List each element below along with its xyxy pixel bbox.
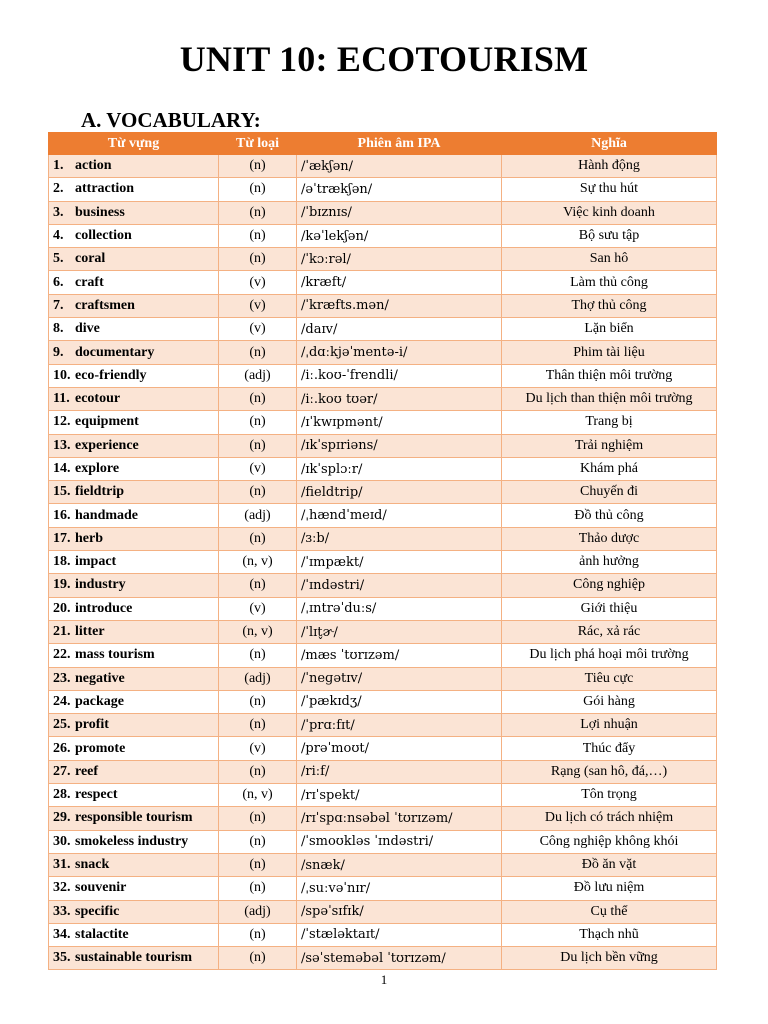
word-type-cell: (n) bbox=[219, 155, 297, 178]
meaning-cell: Làm thủ công bbox=[502, 271, 717, 294]
vocab-word: craftsmen bbox=[75, 297, 135, 313]
row-number: 21. bbox=[53, 624, 71, 640]
vocab-word: souvenir bbox=[75, 880, 127, 896]
ipa-cell: /daɪv/ bbox=[297, 318, 502, 341]
ipa-cell: /kræft/ bbox=[297, 271, 502, 294]
table-row bbox=[49, 644, 717, 667]
meaning-cell: San hô bbox=[502, 248, 717, 271]
page-number: 1 bbox=[380, 972, 388, 987]
vocab-word: dive bbox=[75, 321, 100, 337]
word-type-cell: (adj) bbox=[219, 504, 297, 527]
vocab-word: equipment bbox=[75, 414, 139, 430]
row-number: 4. bbox=[53, 228, 64, 244]
word-type-cell: (n) bbox=[219, 481, 297, 504]
meaning-cell: ảnh hưởng bbox=[502, 551, 717, 574]
table-row bbox=[49, 271, 717, 294]
ipa-cell: /ˈneɡətɪv/ bbox=[297, 667, 502, 690]
column-header-word-type: Từ loại bbox=[219, 133, 297, 155]
section-heading: A. VOCABULARY: bbox=[81, 108, 261, 132]
table-row bbox=[49, 620, 717, 643]
word-type-cell: (adj) bbox=[219, 364, 297, 387]
table-row bbox=[49, 830, 717, 853]
vocab-word-cell bbox=[49, 947, 219, 970]
ipa-cell: /ˈprɑːfɪt/ bbox=[297, 714, 502, 737]
vocab-word-cell bbox=[49, 784, 219, 807]
vocab-word-cell bbox=[49, 224, 219, 247]
table-row bbox=[49, 597, 717, 620]
table-row bbox=[49, 947, 717, 970]
table-row bbox=[49, 411, 717, 434]
table-row bbox=[49, 504, 717, 527]
vocab-word: experience bbox=[75, 437, 139, 453]
vocab-word-cell bbox=[49, 620, 219, 643]
column-header-ipa: Phiên âm IPA bbox=[297, 133, 502, 155]
column-header-meaning: Nghĩa bbox=[502, 133, 717, 155]
row-number: 9. bbox=[53, 344, 64, 360]
meaning-cell: Chuyến đi bbox=[502, 481, 717, 504]
row-number: 16. bbox=[53, 507, 71, 523]
word-type-cell: (adj) bbox=[219, 667, 297, 690]
meaning-cell: Sự thu hút bbox=[502, 178, 717, 201]
word-type-cell: (v) bbox=[219, 737, 297, 760]
table-row bbox=[49, 155, 717, 178]
vocab-word: introduce bbox=[75, 600, 133, 616]
row-number: 14. bbox=[53, 461, 71, 476]
ipa-cell: /ɪˈkwɪpmənt/ bbox=[297, 411, 502, 434]
vocab-word-cell bbox=[49, 178, 219, 201]
meaning-cell: Thảo dược bbox=[502, 527, 717, 550]
table-row bbox=[49, 294, 717, 317]
word-type-cell: (n) bbox=[219, 760, 297, 783]
meaning-cell: Du lịch than thiện môi trường bbox=[502, 387, 717, 410]
vocab-word-cell bbox=[49, 574, 219, 597]
vocab-word-cell bbox=[49, 551, 219, 574]
vocab-word-cell bbox=[49, 644, 219, 667]
row-number: 28. bbox=[53, 787, 71, 803]
word-type-cell: (n) bbox=[219, 947, 297, 970]
row-number: 11. bbox=[53, 391, 70, 407]
word-type-cell: (v) bbox=[219, 271, 297, 294]
vocab-word-cell bbox=[49, 341, 219, 364]
row-number: 35. bbox=[53, 950, 71, 966]
ipa-cell: /ˈbɪznɪs/ bbox=[297, 201, 502, 224]
meaning-cell: Đồ thủ công bbox=[502, 504, 717, 527]
word-type-cell: (v) bbox=[219, 294, 297, 317]
meaning-cell: Giới thiệu bbox=[502, 597, 717, 620]
ipa-cell: /ˌdɑːkjəˈmentə-i/ bbox=[297, 341, 502, 364]
vocab-word-cell bbox=[49, 248, 219, 271]
row-number: 1. bbox=[53, 158, 64, 174]
word-type-cell: (v) bbox=[219, 318, 297, 341]
row-number: 20. bbox=[53, 600, 71, 616]
row-number: 26. bbox=[53, 740, 71, 756]
meaning-cell: Rạng (san hô, đá,…) bbox=[502, 760, 717, 783]
vocab-word-cell bbox=[49, 364, 219, 387]
meaning-cell: Đồ lưu niệm bbox=[502, 877, 717, 900]
row-number: 24. bbox=[53, 693, 71, 709]
table-row bbox=[49, 807, 717, 830]
vocab-word: coral bbox=[75, 251, 106, 267]
meaning-cell: Trang bị bbox=[502, 411, 717, 434]
meaning-cell: Việc kinh doanh bbox=[502, 201, 717, 224]
table-row bbox=[49, 900, 717, 923]
vocab-word: specific bbox=[75, 903, 120, 919]
word-type-cell: (n) bbox=[219, 411, 297, 434]
word-type-cell: (v) bbox=[219, 597, 297, 620]
ipa-cell: /ɪkˈsplɔːr/ bbox=[297, 457, 502, 480]
vocab-word-cell bbox=[49, 667, 219, 690]
vocab-word: stalactite bbox=[75, 926, 129, 942]
row-number: 19. bbox=[53, 577, 71, 593]
vocab-word-cell bbox=[49, 807, 219, 830]
table-row bbox=[49, 457, 717, 480]
vocab-word: industry bbox=[75, 577, 126, 593]
vocab-word: explore bbox=[75, 461, 120, 476]
vocab-word: eco-friendly bbox=[75, 367, 147, 383]
ipa-cell: /rɪˈspɑːnsəbəl ˈtʊrɪzəm/ bbox=[297, 807, 502, 830]
meaning-cell: Gói hàng bbox=[502, 690, 717, 713]
vocab-word: ecotour bbox=[75, 391, 121, 407]
word-type-cell: (n) bbox=[219, 201, 297, 224]
vocab-word-cell bbox=[49, 271, 219, 294]
table-row bbox=[49, 737, 717, 760]
ipa-cell: /ˈkræfts.mən/ bbox=[297, 294, 502, 317]
row-number: 31. bbox=[53, 857, 71, 873]
meaning-cell: Đồ ăn vặt bbox=[502, 853, 717, 876]
word-type-cell: (n) bbox=[219, 690, 297, 713]
meaning-cell: Thúc đẩy bbox=[502, 737, 717, 760]
table-row bbox=[49, 551, 717, 574]
vocab-word: respect bbox=[75, 787, 118, 803]
vocab-word-cell bbox=[49, 318, 219, 341]
word-type-cell: (n) bbox=[219, 644, 297, 667]
vocab-word-cell bbox=[49, 387, 219, 410]
meaning-cell: Tiêu cực bbox=[502, 667, 717, 690]
vocab-word-cell bbox=[49, 481, 219, 504]
ipa-cell: /ˈkɔːrəl/ bbox=[297, 248, 502, 271]
meaning-cell: Du lịch có trách nhiệm bbox=[502, 807, 717, 830]
word-type-cell: (n) bbox=[219, 527, 297, 550]
row-number: 27. bbox=[53, 763, 71, 779]
row-number: 32. bbox=[53, 880, 71, 896]
vocab-word-cell bbox=[49, 504, 219, 527]
vocab-word: snack bbox=[75, 857, 110, 873]
vocab-word-cell bbox=[49, 155, 219, 178]
vocab-word-cell bbox=[49, 690, 219, 713]
table-header-row bbox=[49, 133, 717, 155]
ipa-cell: /fieldtrip/ bbox=[297, 481, 502, 504]
ipa-cell: /iː.koʊ tʊər/ bbox=[297, 387, 502, 410]
row-number: 7. bbox=[53, 297, 64, 313]
row-number: 10. bbox=[53, 367, 71, 383]
ipa-cell: /ˌsuːvəˈnɪr/ bbox=[297, 877, 502, 900]
vocab-word-cell bbox=[49, 294, 219, 317]
ipa-cell: /riːf/ bbox=[297, 760, 502, 783]
meaning-cell: Hành động bbox=[502, 155, 717, 178]
vocab-word: business bbox=[75, 204, 125, 220]
meaning-cell: Công nghiệp không khói bbox=[502, 830, 717, 853]
row-number: 13. bbox=[53, 437, 71, 453]
table-row bbox=[49, 341, 717, 364]
word-type-cell: (n) bbox=[219, 574, 297, 597]
ipa-cell: /ˈɪmpækt/ bbox=[297, 551, 502, 574]
meaning-cell: Thợ thủ công bbox=[502, 294, 717, 317]
ipa-cell: /ˈlɪt̬ɚ/ bbox=[297, 620, 502, 643]
vocab-word-cell bbox=[49, 597, 219, 620]
vocabulary-table bbox=[48, 132, 717, 970]
table-row bbox=[49, 318, 717, 341]
row-number: 17. bbox=[53, 530, 71, 546]
row-number: 2. bbox=[53, 181, 64, 197]
word-type-cell: (n) bbox=[219, 248, 297, 271]
vocab-word-cell bbox=[49, 760, 219, 783]
word-type-cell: (v) bbox=[219, 457, 297, 480]
ipa-cell: /ˌhændˈmeɪd/ bbox=[297, 504, 502, 527]
vocab-word: documentary bbox=[75, 344, 155, 360]
ipa-cell: /mæs ˈtʊrɪzəm/ bbox=[297, 644, 502, 667]
vocab-word-cell bbox=[49, 830, 219, 853]
row-number: 12. bbox=[53, 414, 71, 430]
vocab-word: craft bbox=[75, 274, 104, 290]
meaning-cell: Tôn trọng bbox=[502, 784, 717, 807]
meaning-cell: Cụ thể bbox=[502, 900, 717, 923]
vocab-word: sustainable tourism bbox=[75, 950, 193, 966]
word-type-cell: (n) bbox=[219, 807, 297, 830]
meaning-cell: Khám phá bbox=[502, 457, 717, 480]
vocab-word: smokeless industry bbox=[75, 833, 189, 849]
vocab-word-cell bbox=[49, 201, 219, 224]
row-number: 34. bbox=[53, 926, 71, 942]
vocab-word-cell bbox=[49, 853, 219, 876]
table-row bbox=[49, 923, 717, 946]
vocab-word-cell bbox=[49, 877, 219, 900]
row-number: 8. bbox=[53, 321, 64, 337]
meaning-cell: Phim tài liệu bbox=[502, 341, 717, 364]
word-type-cell: (n, v) bbox=[219, 620, 297, 643]
word-type-cell: (n) bbox=[219, 387, 297, 410]
table-row bbox=[49, 853, 717, 876]
vocab-word: action bbox=[75, 158, 112, 174]
vocab-word-cell bbox=[49, 900, 219, 923]
table-row bbox=[49, 760, 717, 783]
vocab-word-cell bbox=[49, 714, 219, 737]
ipa-cell: /ˈstæləktaɪt/ bbox=[297, 923, 502, 946]
ipa-cell: /səˈsteməbəl ˈtʊrɪzəm/ bbox=[297, 947, 502, 970]
word-type-cell: (n) bbox=[219, 877, 297, 900]
ipa-cell: /kəˈlekʃən/ bbox=[297, 224, 502, 247]
table-row bbox=[49, 434, 717, 457]
table-row bbox=[49, 201, 717, 224]
vocab-word: profit bbox=[75, 717, 109, 733]
row-number: 6. bbox=[53, 274, 64, 290]
table-row bbox=[49, 667, 717, 690]
vocab-word: negative bbox=[75, 670, 125, 686]
row-number: 25. bbox=[53, 717, 71, 733]
word-type-cell: (adj) bbox=[219, 900, 297, 923]
meaning-cell: Rác, xả rác bbox=[502, 620, 717, 643]
table-row bbox=[49, 527, 717, 550]
ipa-cell: /iː.koʊ-ˈfrendli/ bbox=[297, 364, 502, 387]
word-type-cell: (n) bbox=[219, 341, 297, 364]
table-row bbox=[49, 178, 717, 201]
ipa-cell: /ɪkˈspɪriəns/ bbox=[297, 434, 502, 457]
table-row bbox=[49, 784, 717, 807]
vocab-word-cell bbox=[49, 737, 219, 760]
vocab-word: litter bbox=[75, 624, 105, 640]
vocab-word: mass tourism bbox=[75, 647, 155, 663]
table-row bbox=[49, 364, 717, 387]
vocab-word: impact bbox=[75, 554, 117, 570]
table-row bbox=[49, 387, 717, 410]
table-row bbox=[49, 690, 717, 713]
row-number: 22. bbox=[53, 647, 71, 663]
ipa-cell: /əˈtrækʃən/ bbox=[297, 178, 502, 201]
page-title: UNIT 10: ECOTOURISM bbox=[179, 39, 589, 79]
word-type-cell: (n, v) bbox=[219, 551, 297, 574]
table-row bbox=[49, 714, 717, 737]
vocab-word-cell bbox=[49, 527, 219, 550]
row-number: 23. bbox=[53, 670, 71, 686]
vocab-word: herb bbox=[75, 530, 103, 546]
word-type-cell: (n) bbox=[219, 853, 297, 876]
meaning-cell: Thân thiện môi trường bbox=[502, 364, 717, 387]
ipa-cell: /prəˈmoʊt/ bbox=[297, 737, 502, 760]
meaning-cell: Trải nghiệm bbox=[502, 434, 717, 457]
ipa-cell: /spəˈsɪfɪk/ bbox=[297, 900, 502, 923]
meaning-cell: Lặn biển bbox=[502, 318, 717, 341]
word-type-cell: (n) bbox=[219, 714, 297, 737]
row-number: 5. bbox=[53, 251, 64, 267]
vocab-word: promote bbox=[75, 740, 126, 756]
word-type-cell: (n) bbox=[219, 923, 297, 946]
vocab-word-cell bbox=[49, 411, 219, 434]
row-number: 30. bbox=[53, 833, 71, 849]
table-row bbox=[49, 248, 717, 271]
row-number: 3. bbox=[53, 204, 64, 220]
vocab-word: collection bbox=[75, 228, 132, 244]
ipa-cell: /ˈpækɪdʒ/ bbox=[297, 690, 502, 713]
ipa-cell: /snæk/ bbox=[297, 853, 502, 876]
ipa-cell: /ˈsmoʊkləs ˈɪndəstri/ bbox=[297, 830, 502, 853]
row-number: 29. bbox=[53, 810, 71, 826]
meaning-cell: Du lịch phá hoại môi trường bbox=[502, 644, 717, 667]
meaning-cell: Du lịch bền vững bbox=[502, 947, 717, 970]
meaning-cell: Bộ sưu tập bbox=[502, 224, 717, 247]
vocab-word-cell bbox=[49, 457, 219, 480]
word-type-cell: (n) bbox=[219, 224, 297, 247]
table-row bbox=[49, 574, 717, 597]
vocab-word: fieldtrip bbox=[75, 484, 124, 500]
vocab-word: package bbox=[75, 693, 124, 709]
ipa-cell: /ˈækʃən/ bbox=[297, 155, 502, 178]
ipa-cell: /ˌɪntrəˈduːs/ bbox=[297, 597, 502, 620]
vocab-word: attraction bbox=[75, 181, 135, 197]
word-type-cell: (n, v) bbox=[219, 784, 297, 807]
vocab-word: handmade bbox=[75, 507, 139, 523]
word-type-cell: (n) bbox=[219, 178, 297, 201]
word-type-cell: (n) bbox=[219, 434, 297, 457]
column-header-word: Từ vựng bbox=[49, 133, 219, 155]
ipa-cell: /rɪˈspekt/ bbox=[297, 784, 502, 807]
row-number: 18. bbox=[53, 554, 71, 570]
table-body bbox=[49, 155, 717, 970]
ipa-cell: /ɜːb/ bbox=[297, 527, 502, 550]
vocab-word-cell bbox=[49, 923, 219, 946]
meaning-cell: Lợi nhuận bbox=[502, 714, 717, 737]
vocab-word: reef bbox=[75, 763, 99, 779]
word-type-cell: (n) bbox=[219, 830, 297, 853]
vocab-word-cell bbox=[49, 434, 219, 457]
table-row bbox=[49, 224, 717, 247]
row-number: 33. bbox=[53, 903, 71, 919]
vocab-word: responsible tourism bbox=[75, 810, 193, 826]
meaning-cell: Thạch nhũ bbox=[502, 923, 717, 946]
table-row bbox=[49, 877, 717, 900]
row-number: 15. bbox=[53, 484, 71, 500]
table-row bbox=[49, 481, 717, 504]
ipa-cell: /ˈɪndəstri/ bbox=[297, 574, 502, 597]
meaning-cell: Công nghiệp bbox=[502, 574, 717, 597]
